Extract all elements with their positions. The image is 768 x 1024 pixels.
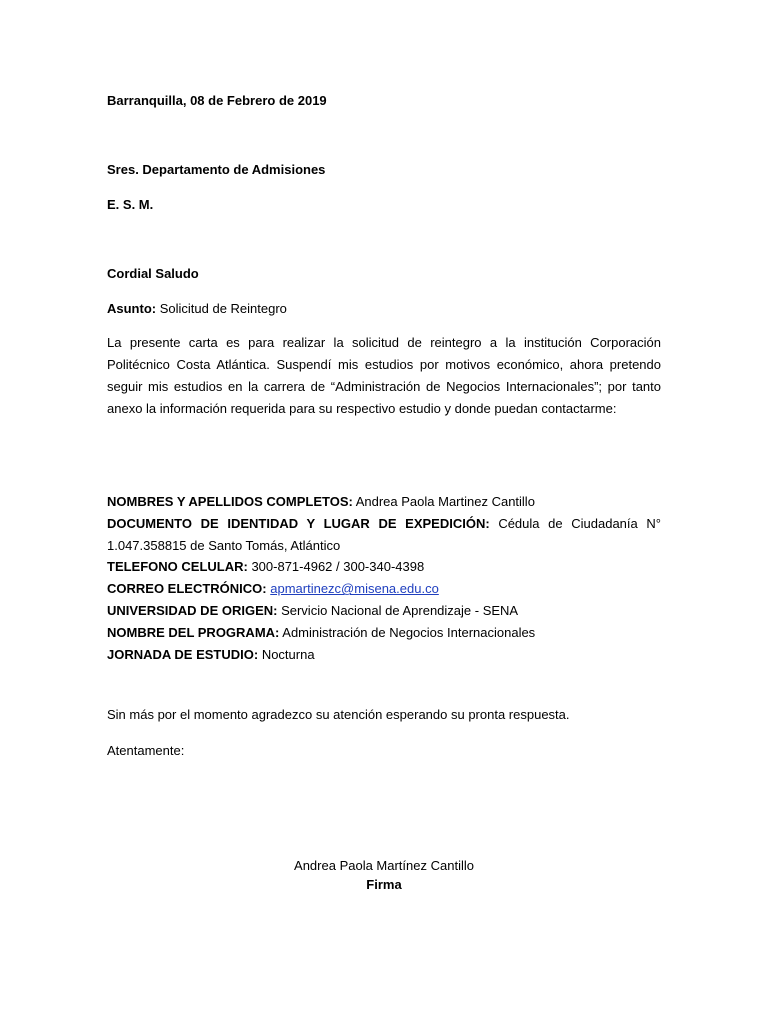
field-label: JORNADA DE ESTUDIO:	[107, 646, 259, 662]
field-value: Andrea Paola Martinez Cantillo	[352, 494, 535, 509]
signature-label: Firma	[366, 877, 402, 892]
greeting-line: Cordial Saludo	[107, 266, 199, 281]
esm-line: E. S. M.	[107, 197, 154, 212]
field-label: NOMBRES Y APELLIDOS COMPLETOS:	[107, 494, 353, 509]
body-paragraph: La presente carta es para realizar la solicitud de reintegro a la institución Corporación Politécnico Costa Atlántica. Suspendí mis estudios por motivos económico, ahora pretendo seguir mis estudios en la carrera de “Administración de Negocios Internacionales”; por tanto anexo la información requerida para su respectivo estudio y donde puedan contactarme:	[107, 335, 661, 416]
closing-line: Sin más por el momento agradezco su atención esperando su pronta respuesta.	[107, 707, 570, 722]
subject-label: Asunto:	[107, 301, 157, 316]
applicant-info	[107, 491, 661, 665]
field-value: Administración de Negocios Internacionales	[279, 624, 536, 640]
field-phone	[107, 556, 661, 578]
email-link[interactable]: apmartinezc@misena.edu.co	[270, 581, 439, 597]
field-label: DOCUMENTO DE IDENTIDAD Y LUGAR DE EXPEDICIÓN:	[107, 515, 490, 531]
field-value: Nocturna	[258, 646, 315, 662]
field-label: NOMBRE DEL PROGRAMA:	[107, 624, 280, 640]
subject-value: Solicitud de Reintegro	[156, 301, 287, 316]
field-names	[107, 491, 661, 513]
field-schedule	[107, 644, 661, 666]
field-value: 300-871-4962 / 300-340-4398	[247, 559, 425, 575]
signer-name: Andrea Paola Martínez Cantillo	[294, 858, 474, 873]
field-email	[107, 578, 661, 600]
field-university	[107, 600, 661, 622]
field-program	[107, 622, 661, 644]
field-value: Cédula de Ciudadanía N° 1.047.358815 de Santo Tomás, Atlántico	[107, 515, 661, 553]
recipient-line: Sres. Departamento de Admisiones	[107, 162, 326, 177]
subject-line	[107, 301, 287, 317]
field-label: UNIVERSIDAD DE ORIGEN:	[107, 602, 278, 618]
field-id-document	[107, 513, 661, 557]
field-label: TELEFONO CELULAR:	[107, 559, 248, 575]
field-label: CORREO ELECTRÓNICO:	[107, 581, 267, 597]
date-line: Barranquilla, 08 de Febrero de 2019	[107, 93, 327, 108]
field-value: Servicio Nacional de Aprendizaje - SENA	[277, 602, 519, 618]
sign-off-line: Atentamente:	[107, 743, 185, 758]
